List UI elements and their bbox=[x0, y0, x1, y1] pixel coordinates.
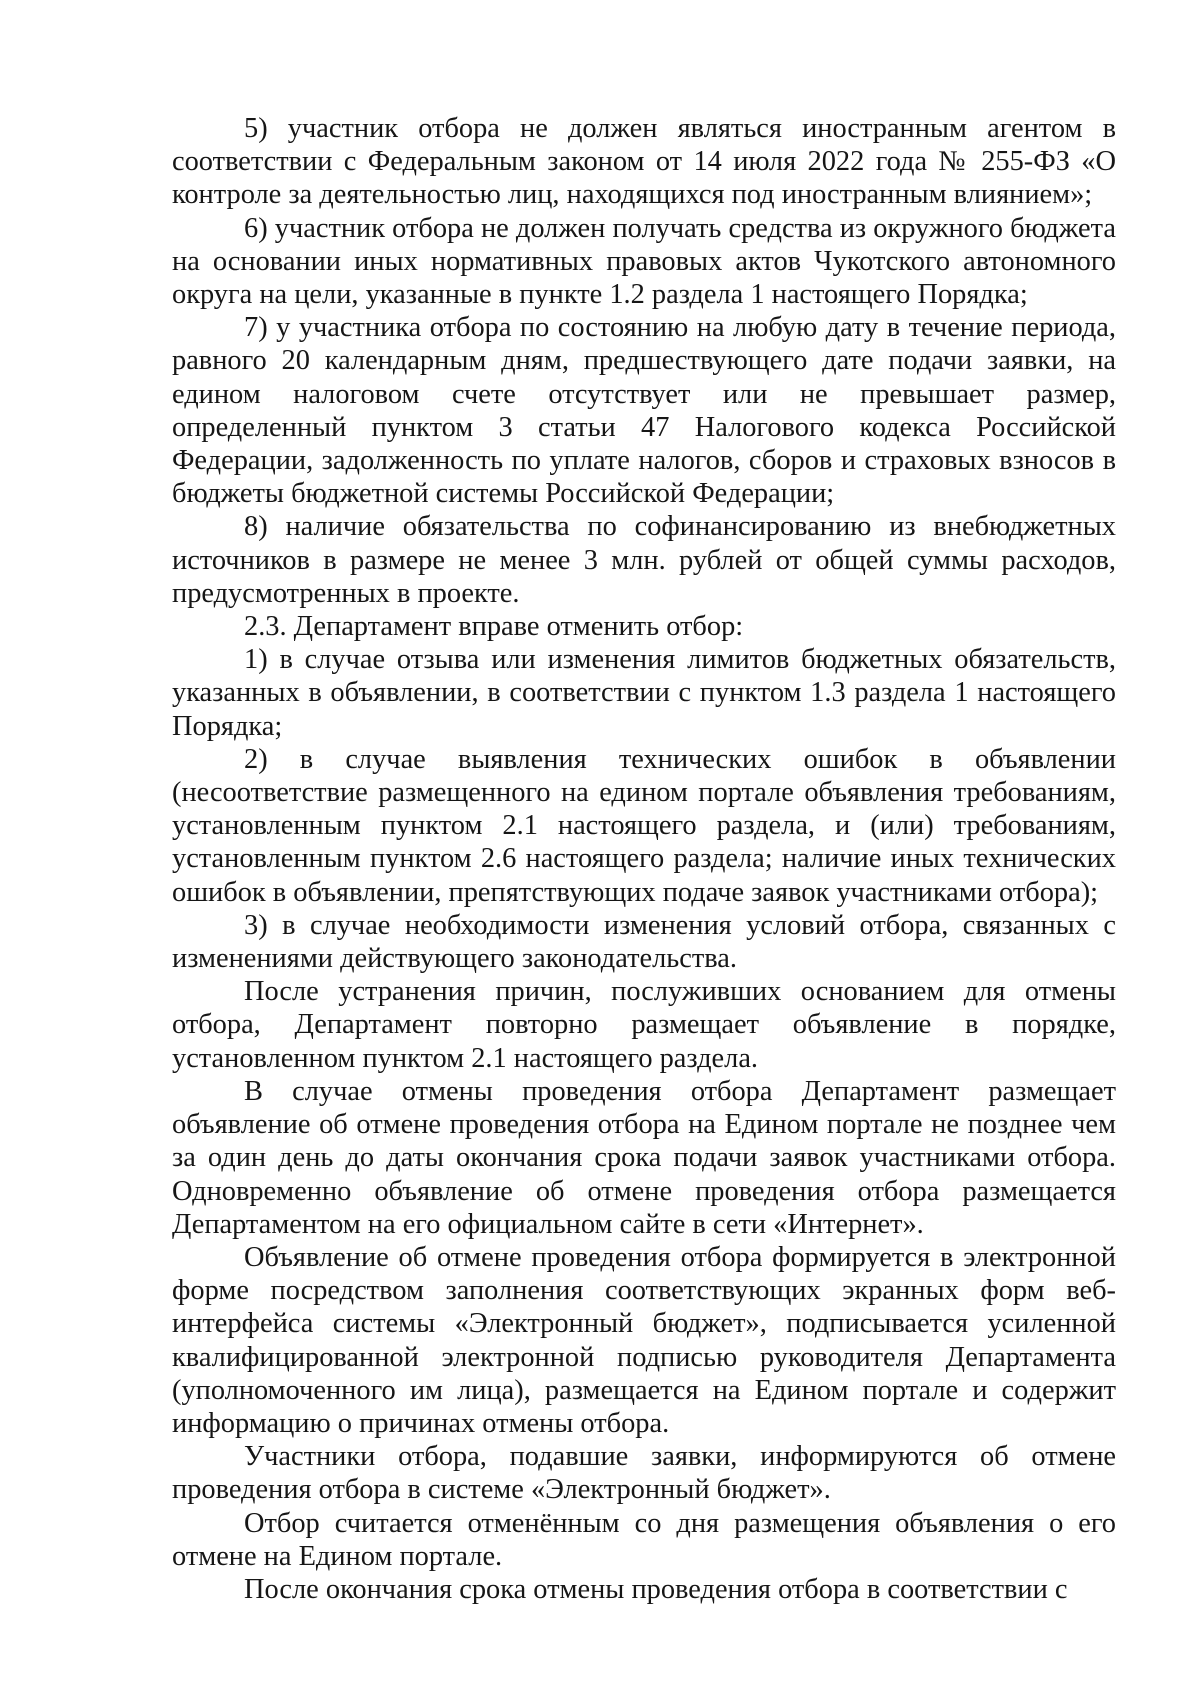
paragraph-item-7: 7) у участника отбора по состоянию на любую дату в течение периода, равного 20 календарным дням, предшествующего дате подачи заявки, на едином налоговом счете отсутствует или не превышает размер, определенный пунктом 3 статьи 47 Налогового кодекса Российской Федерации, задолженность по уплате налогов, сборов и страховых взносов в бюджеты бюджетной системы Российской Федерации; bbox=[172, 312, 1116, 510]
paragraph-announcement-form: Объявление об отмене проведения отбора формируется в электронной форме посредством заполнения соответствующих экранных форм веб-интерфейса системы «Электронный бюджет», подписывается усиленной квалифицированной электронной подписью руководителя Департамента (уполномоченного им лица), размещается на Едином портале и содержит информацию о причинах отмены отбора. bbox=[172, 1241, 1116, 1439]
paragraph-cancel-announcement: В случае отмены проведения отбора Департамент размещает объявление об отмене проведения отбора на Едином портале не позднее чем за один день до даты окончания срока подачи заявок участниками отбора. Одновременно объявление об отмене проведения отбора размещается Департаментом на его официальном сайте в сети «Интернет». bbox=[172, 1075, 1116, 1240]
paragraph-after-cancellation: После окончания срока отмены проведения отбора в соответствии с bbox=[244, 1573, 1068, 1605]
paragraph-item-6: 6) участник отбора не должен получать средства из окружного бюджета на основании иных нормативных правовых актов Чукотского автономного округа на цели, указанные в пункте 1.2 раздела 1 настоящего Порядка; bbox=[172, 212, 1116, 311]
paragraph-cancel-effective: Отбор считается отменённым со дня размещения объявления о его отмене на Едином портале. bbox=[172, 1507, 1116, 1572]
paragraph-cancel-reason-1: 1) в случае отзыва или изменения лимитов бюджетных обязательств, указанных в объявлении, в соответствии с пунктом 1.3 раздела 1 настоящего Порядка; bbox=[172, 644, 1116, 742]
paragraph-cancel-reason-3: 3) в случае необходимости изменения условий отбора, связанных с изменениями действующего законодательства. bbox=[172, 909, 1116, 975]
paragraph-item-5: 5) участник отбора не должен являться иностранным агентом в соответствии с Федеральным законом от 14 июля 2022 года № 255-ФЗ «О контроле за деятельностью лиц, находящихся под иностранным влиянием»; bbox=[172, 113, 1116, 211]
paragraph-item-8: 8) наличие обязательства по софинансированию из внебюджетных источников в размере не менее 3 млн. рублей от общей суммы расходов, предусмотренных в проекте. bbox=[172, 511, 1116, 609]
paragraph-repost-announcement: После устранения причин, послуживших основанием для отмены отбора, Департамент повторно размещает объявление в порядке, установленном пунктом 2.1 настоящего раздела. bbox=[172, 976, 1116, 1074]
section-heading-2-3: 2.3. Департамент вправе отменить отбор: bbox=[244, 611, 744, 643]
paragraph-participants-notified: Участники отбора, подавшие заявки, информируются об отмене проведения отбора в системе «Электронный бюджет». bbox=[172, 1441, 1116, 1506]
document-body bbox=[172, 112, 1116, 1606]
paragraph-cancel-reason-2: 2) в случае выявления технических ошибок в объявлении (несоответствие размещенного на едином портале объявления требованиям, установленным пунктом 2.1 настоящего раздела, и (или) требованиям, установленным пунктом 2.6 настоящего раздела; наличие иных технических ошибок в объявлении, препятствующих подаче заявок участниками отбора); bbox=[172, 743, 1116, 908]
